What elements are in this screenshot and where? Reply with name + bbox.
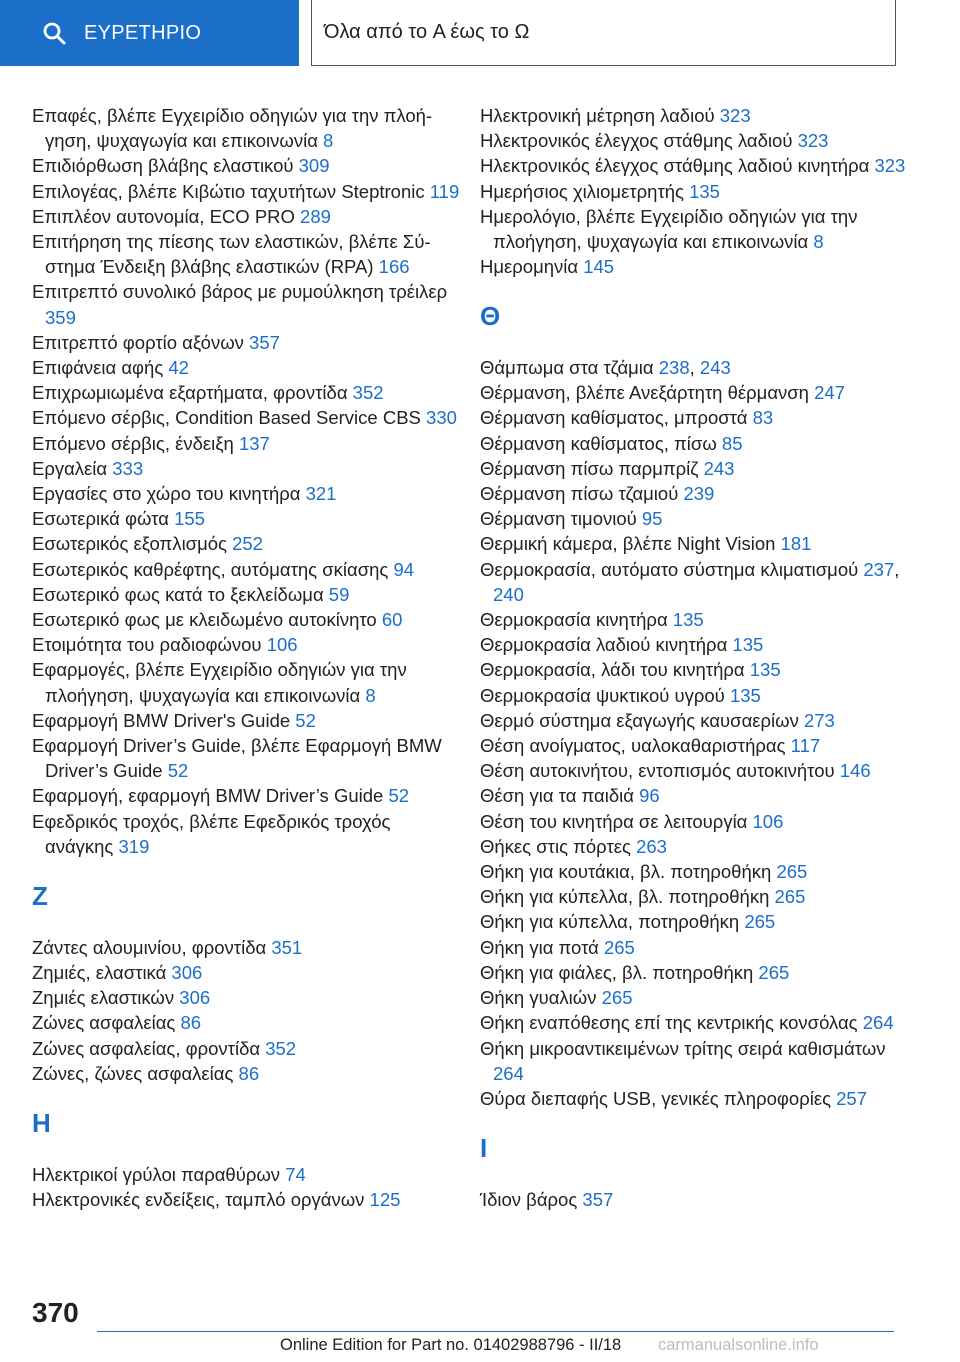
- index-entry: [480, 531, 910, 556]
- index-entry: [480, 632, 910, 657]
- index-entry: [480, 456, 910, 481]
- index-entry-text: Θέση αυτοκινήτου, εντοπισμός αυτοκινήτου: [480, 760, 835, 782]
- page-link[interactable]: 263: [636, 835, 667, 857]
- index-entry-text: Θέση ανοίγματος, υαλοκαθαριστήρας: [480, 735, 786, 757]
- index-entry-text: Εφαρμογή, εφαρμογή BMW Driver’s Guide: [32, 785, 384, 807]
- index-entry: [480, 935, 910, 960]
- index-entry: [32, 1162, 462, 1187]
- page-link[interactable]: 265: [774, 886, 806, 908]
- page-link[interactable]: 119: [429, 180, 460, 202]
- index-entry-text: Εσωτερικό φως με κλειδωμένο αυτοκίνητο: [32, 609, 377, 631]
- section-heading: Θ: [480, 301, 501, 332]
- index-entry: [480, 128, 910, 153]
- page-link[interactable]: 323: [874, 155, 906, 177]
- index-header: [0, 0, 960, 66]
- index-entry-text: Θέρμανση τιμονιού: [480, 508, 637, 530]
- index-entry-text: Ηλεκτρικοί γρύλοι παραθύρων: [32, 1163, 281, 1185]
- section-heading: Ι: [480, 1133, 488, 1164]
- atoz-tab-label: Όλα από το A έως το Ω: [324, 21, 530, 43]
- index-entry-text: Ζάντες αλουμινίου, φροντίδα: [32, 936, 267, 958]
- page-link[interactable]: 352: [265, 1037, 297, 1059]
- page-link[interactable]: 85: [721, 432, 743, 454]
- index-entry: [32, 431, 462, 456]
- index-entry: Θερμοκρασία, αυτόματο σύστημα κλιματισμού 237, 240: [480, 558, 900, 605]
- page-link[interactable]: 265: [603, 936, 635, 958]
- index-entry: [32, 632, 462, 657]
- index-entry-text: Επιλογέας, βλέπε Κιβώτιο ταχυτήτων Steptronic: [32, 180, 425, 202]
- index-entry-text: Θέρμανση, βλέπε Ανεξάρτητη θέρμανση: [480, 382, 809, 404]
- index-entry-text: Επιτήρηση της πίεσης των ελαστικών, βλέπε Σύστημα Ένδειξη βλάβης ελαστικών (RPA): [32, 231, 431, 278]
- index-entry-text: Θερμοκρασία λαδιού κινητήρα: [480, 634, 728, 656]
- index-entry: [480, 506, 910, 531]
- index-entry: [480, 733, 910, 758]
- page-link[interactable]: 146: [839, 760, 871, 782]
- page-link[interactable]: 166: [378, 256, 410, 278]
- page-link[interactable]: 125: [369, 1188, 401, 1210]
- page-link[interactable]: 352: [352, 382, 384, 404]
- index-entry: [32, 1187, 462, 1212]
- page-link[interactable]: 238: [658, 357, 690, 379]
- page-link[interactable]: 145: [583, 256, 615, 278]
- index-entry-text: Ίδιον βάρος: [480, 1188, 578, 1210]
- index-entry: [32, 657, 462, 707]
- index-entry: [32, 204, 462, 229]
- index-entry-text: Εφαρμογή Driver’s Guide, βλέπε Εφαρμογή BMW Driver’s Guide: [32, 735, 442, 782]
- index-entry: [32, 506, 462, 531]
- page-link[interactable]: 243: [703, 457, 735, 479]
- page-link[interactable]: 289: [300, 205, 331, 227]
- index-entry-text: Θερμό σύστημα εξαγωγής καυσαερίων: [480, 709, 799, 731]
- index-entry: [32, 456, 462, 481]
- section-heading: Η: [32, 1107, 51, 1138]
- page-link[interactable]: 265: [758, 961, 790, 983]
- index-entry: [480, 758, 910, 783]
- index-entry-text: Θήκη για κύπελλα, βλ. ποτηροθήκη: [480, 886, 770, 908]
- index-tab-label: ΕΥΡΕΤΗΡΙΟ: [84, 21, 202, 44]
- atoz-tab[interactable]: [311, 0, 896, 66]
- index-entry-text: Ζώνες ασφαλείας: [32, 1012, 176, 1034]
- index-entry-text: Επιτρεπτό φορτίο αξόνων: [32, 331, 244, 353]
- index-entry-text: Θήκη γυαλιών: [480, 987, 597, 1009]
- index-entry-text: Ετοιμότητα του ραδιοφώνου: [32, 634, 262, 656]
- index-entry: [480, 380, 910, 405]
- page-link[interactable]: 155: [174, 508, 205, 530]
- index-entry: [32, 380, 462, 405]
- index-entry: [480, 884, 910, 909]
- index-entry-text: Θέση του κινητήρα σε λειτουργία: [480, 810, 748, 832]
- index-entry-text: Ηλεκτρονικές ενδείξεις, ταμπλό οργάνων: [32, 1188, 365, 1210]
- index-entry: [480, 179, 910, 204]
- index-entry: [32, 607, 462, 632]
- index-entry-text: Επιδιόρθωση βλάβης ελαστικού: [32, 155, 294, 177]
- page-link[interactable]: 306: [179, 987, 211, 1009]
- page-link[interactable]: 59: [328, 583, 350, 605]
- page-link[interactable]: 8: [365, 684, 376, 706]
- index-entry-text: Θέρμανση καθίσματος, μπροστά: [480, 407, 748, 429]
- page-link[interactable]: 273: [803, 709, 835, 731]
- index-entry-text: Επιφάνεια αφής: [32, 357, 164, 379]
- index-entry: [480, 909, 910, 934]
- index-entry-text: Επιχρωμιωμένα εξαρτήματα, φροντίδα: [32, 382, 348, 404]
- page-link[interactable]: 95: [641, 508, 663, 530]
- index-tab[interactable]: [0, 0, 299, 66]
- index-entry: [32, 935, 462, 960]
- index-entry: [32, 355, 462, 380]
- page-link[interactable]: 60: [381, 609, 403, 631]
- page-link[interactable]: 83: [752, 407, 774, 429]
- index-entry-text: Εφεδρικός τροχός, βλέπε Εφεδρικός τροχός ανάγκης: [32, 810, 391, 857]
- index-entry-text: Εργασίες στο χώρο του κινητήρα: [32, 483, 301, 505]
- index-entry-text: Θέρμανση καθίσματος, πίσω: [480, 432, 717, 454]
- page-link[interactable]: 135: [672, 609, 704, 631]
- index-entry: [480, 1036, 910, 1086]
- page-link[interactable]: 135: [732, 634, 764, 656]
- index-entry: [32, 733, 462, 783]
- index-entry-text: Επιτρεπτό συνολικό βάρος με ρυμούλκηση τρέιλερ: [32, 281, 448, 303]
- index-entry: [32, 229, 462, 279]
- page-link[interactable]: 323: [719, 105, 751, 126]
- index-entry-text: Ζώνες, ζώνες ασφαλείας: [32, 1062, 234, 1084]
- index-entry-text: Θήκη για φιάλες, βλ. ποτηροθήκη: [480, 961, 754, 983]
- page-link[interactable]: 137: [238, 432, 270, 454]
- page-link[interactable]: 8: [323, 130, 334, 152]
- search-icon: [42, 21, 66, 45]
- index-entry-text: Θερμική κάμερα, βλέπε Night Vision: [480, 533, 776, 555]
- index-entry-text: Ημερολόγιο, βλέπε Εγχειρίδιο οδηγιών για την πλοήγηση, ψυχαγωγία και επικοινωνία: [480, 205, 858, 253]
- footer-divider: [97, 1331, 894, 1332]
- page-link[interactable]: 265: [744, 911, 776, 933]
- index-entry-text: Εσωτερικός εξοπλισμός: [32, 533, 227, 555]
- page-link[interactable]: 52: [388, 785, 410, 807]
- index-entry-text: Ζώνες ασφαλείας, φροντίδα: [32, 1037, 261, 1059]
- page-link[interactable]: 135: [689, 180, 720, 202]
- index-entry: [480, 254, 910, 279]
- index-entry-text: Θήκη μικροαντικειμένων τρίτης σειρά καθισμάτων: [480, 1037, 886, 1059]
- page-link[interactable]: 74: [285, 1163, 306, 1185]
- page-link[interactable]: 94: [393, 558, 415, 580]
- page-link[interactable]: 264: [862, 1012, 894, 1034]
- index-entry-text: Θήκη για ποτά: [480, 936, 599, 958]
- page-link[interactable]: 357: [582, 1188, 614, 1210]
- page-link[interactable]: 239: [683, 483, 715, 505]
- page-link[interactable]: 252: [232, 533, 263, 555]
- watermark: carmanualsonline.info: [658, 1336, 819, 1354]
- page-link[interactable]: 52: [167, 760, 189, 782]
- page-link[interactable]: 265: [601, 987, 633, 1009]
- page-number: 370: [32, 1297, 79, 1328]
- page-link[interactable]: 106: [752, 810, 784, 832]
- page-link[interactable]: 351: [271, 936, 303, 958]
- index-entry-text: Επιπλέον αυτονομία, ECO PRO: [32, 205, 295, 227]
- index-entry-text: Θήκη για κουτάκια, βλ. ποτηροθήκη: [480, 861, 772, 883]
- index-entry: [32, 1061, 462, 1086]
- index-entry: [480, 683, 910, 708]
- page-link[interactable]: 243: [699, 357, 731, 379]
- index-entry-text: Θέση για τα παιδιά: [480, 785, 634, 807]
- page-link[interactable]: 309: [298, 155, 330, 177]
- page-link[interactable]: 319: [118, 835, 150, 857]
- index-entry: [480, 657, 910, 682]
- index-entry: [32, 783, 462, 808]
- index-entry: [480, 481, 910, 506]
- index-entry: [480, 1086, 910, 1111]
- page-link[interactable]: 306: [171, 961, 203, 983]
- page-link[interactable]: 265: [776, 861, 808, 883]
- index-entry: [32, 481, 462, 506]
- index-entry: [480, 859, 910, 884]
- index-entry-text: Θερμοκρασία ψυκτικού υγρού: [480, 684, 725, 706]
- page-link[interactable]: 42: [168, 357, 189, 379]
- page-link[interactable]: 264: [493, 1062, 524, 1084]
- page-link[interactable]: 330: [426, 407, 457, 429]
- index-entry-text: Εργαλεία: [32, 457, 108, 479]
- index-entry-text: Θέρμανση πίσω παρμπρίζ: [480, 457, 699, 479]
- page-link[interactable]: 135: [749, 659, 781, 681]
- page-link[interactable]: 257: [836, 1087, 868, 1109]
- index-entry: [480, 960, 910, 985]
- index-entry-text: Επόμενο σέρβις, Condition Based Service CBS: [32, 407, 421, 429]
- index-entry: [32, 153, 462, 178]
- index-entry: [32, 1010, 462, 1035]
- index-entry: [32, 103, 462, 153]
- index-entry: [32, 405, 462, 430]
- index-entry-text: Θερμοκρασία, λάδι του κινητήρα: [480, 659, 745, 681]
- index-entry: [32, 531, 462, 556]
- page-link[interactable]: 86: [238, 1062, 260, 1084]
- edition-footer: Online Edition for Part no. 01402988796 - II/18: [280, 1336, 622, 1354]
- index-entry: [32, 330, 462, 355]
- index-entry: [480, 985, 910, 1010]
- page-link[interactable]: 8: [813, 231, 824, 253]
- index-entry-text: Ηλεκτρονικός έλεγχος στάθμης λαδιού: [480, 130, 793, 152]
- index-entry-text: Εσωτερικά φώτα: [32, 508, 169, 530]
- page-link[interactable]: 359: [45, 306, 76, 328]
- page-link[interactable]: 357: [249, 331, 280, 353]
- index-entry-text: Θερμοκρασία, αυτόματο σύστημα κλιματισμού: [480, 558, 859, 580]
- page-link[interactable]: 333: [112, 457, 144, 479]
- index-entry-text: Ζημιές ελαστικών: [32, 987, 175, 1009]
- index-entry: [480, 607, 910, 632]
- page-link[interactable]: 247: [814, 382, 845, 404]
- page-link[interactable]: 86: [180, 1012, 202, 1034]
- index-entry-text: Εφαρμογές, βλέπε Εγχειρίδιο οδηγιών για την πλοήγηση, ψυχαγωγία και επικοινωνία: [32, 659, 407, 706]
- index-entry: [32, 179, 462, 204]
- index-column-left: [32, 103, 462, 1212]
- index-entry-text: Εφαρμογή BMW Driver's Guide: [32, 709, 291, 731]
- index-entry-text: Επόμενο σέρβις, ένδειξη: [32, 432, 234, 454]
- index-entry: Θάμπωμα στα τζάμια 238, 243: [480, 357, 731, 379]
- index-entry: [32, 708, 462, 733]
- page-link[interactable]: 240: [493, 583, 524, 605]
- index-entry-text: Θήκη εναπόθεσης επί της κεντρικής κονσόλας: [480, 1012, 858, 1034]
- page-link[interactable]: 181: [780, 533, 812, 555]
- index-entry-text: Εσωτερικός καθρέφτης, αυτόματης σκίασης: [32, 558, 389, 580]
- index-entry: [32, 985, 462, 1010]
- index-entry: [480, 405, 910, 430]
- index-entry: [32, 279, 462, 329]
- index-entry: [480, 708, 910, 733]
- index-column-right: [480, 103, 910, 1212]
- index-entry: [32, 809, 462, 859]
- index-entry-text: Θήκες στις πόρτες: [480, 835, 631, 857]
- page-link[interactable]: 321: [305, 483, 337, 505]
- index-entry: [480, 431, 910, 456]
- page-link[interactable]: 96: [639, 785, 660, 807]
- index-entry-text: Επαφές, βλέπε Εγχειρίδιο οδηγιών για την πλοήγηση, ψυχαγωγία και επικοινωνία: [32, 105, 433, 152]
- index-entry-text: Ημερομηνία: [480, 256, 579, 278]
- index-entry-text: Ηλεκτρονική μέτρηση λαδιού: [480, 105, 715, 126]
- index-entry-text: Ημερήσιος χιλιομετρητής: [480, 180, 684, 202]
- index-entry: [480, 153, 910, 178]
- index-entry: [480, 783, 910, 808]
- index-entry-text: Ζημιές, ελαστικά: [32, 961, 167, 983]
- index-entry: [480, 834, 910, 859]
- index-entry-text: Εσωτερικό φως κατά το ξεκλείδωμα: [32, 583, 324, 605]
- index-entry: [32, 582, 462, 607]
- index-entry: [480, 1010, 910, 1035]
- index-entry: [480, 809, 910, 834]
- index-entry-text: Θερμοκρασία κινητήρα: [480, 609, 668, 631]
- index-entry-text: Θήκη για κύπελλα, ποτηροθήκη: [480, 911, 740, 933]
- page-link[interactable]: 135: [729, 684, 761, 706]
- index-entry-text: Θέρμανση πίσω τζαμιού: [480, 483, 679, 505]
- index-entry: [480, 1187, 910, 1212]
- index-entry: [480, 103, 910, 128]
- section-heading: Ζ: [32, 881, 48, 912]
- index-entry: [32, 1036, 462, 1061]
- page-link[interactable]: 323: [797, 130, 829, 152]
- page-link[interactable]: 52: [295, 709, 316, 731]
- index-entry: [32, 557, 462, 582]
- page-link[interactable]: 237: [863, 558, 895, 580]
- index-entry-text: Θύρα διεπαφής USB, γενικές πληροφορίες: [480, 1087, 831, 1109]
- page-link[interactable]: 117: [790, 735, 821, 757]
- page-link[interactable]: 106: [266, 634, 298, 656]
- index-entry-text: Θάμπωμα στα τζάμια: [480, 357, 654, 379]
- index-entry: [480, 204, 910, 254]
- index-entry: [32, 960, 462, 985]
- index-entry-text: Ηλεκτρονικός έλεγχος στάθμης λαδιού κινητήρα: [480, 155, 870, 177]
